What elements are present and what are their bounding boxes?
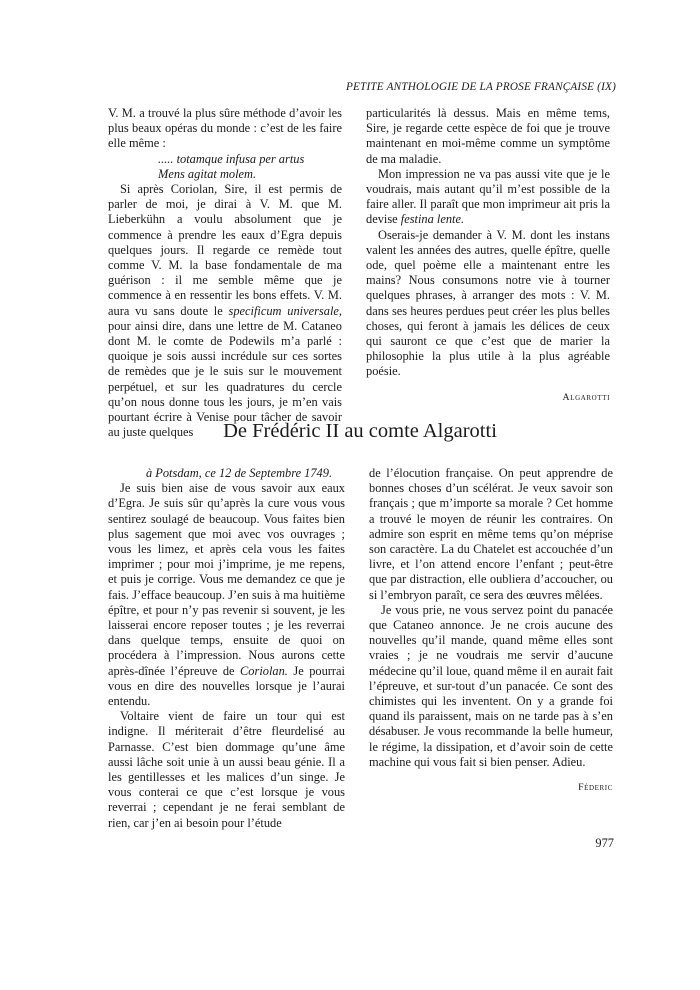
section-title: De Frédéric II au comte Algarotti (223, 420, 497, 442)
paragraph: Voltaire vient de faire un tour qui est indigne. Il mériterait d’être fleurdelisé au Parnasse. C’est bien dommage qu’une âme aussi lâche soit unie à un aussi beau génie. Il a les gentillesses et les malices d’un singe. Je vous conterai ce que c’est lorsque je vous reverrai ; cependant je ne ferai semblant de rien, car j’en ai besoin pour l’étude (108, 709, 345, 830)
signature-frederic: Féderic (578, 782, 613, 794)
latin-verse-line: Mens agitat molem. (158, 166, 257, 181)
latin-verse-line: ..... totamque infusa per artus (158, 151, 305, 166)
paragraph: particularités là dessus. Mais en même tems, Sire, je regarde cette espèce de foi que je trouve maintenant en moi-même comme un symptôme de ma maladie. (366, 106, 610, 166)
text-run: Si après Coriolan, Sire, il est permis de parler de moi, je dirai à V. M. que M. Lieberkühn a voulu absolument que je commence à prendre les eaux d’Egra depuis quelques jours. Il regarde ce remède tout comme V. M. la base fondamentale de ma guérison : il me semble même que je commence à en ressentir les bons effets. V. M. aura vu sans doute le (108, 182, 342, 318)
letter2-column-right (369, 466, 613, 795)
page-number: 977 (595, 836, 614, 850)
paragraph: Je vous prie, ne vous servez point du panacée que Cataneo annonce. Je ne crois aucune des nouvelles qu’il mande, quand même elles sont vraies ; je ne voudrais me servir d’aucune médecine qu’il loue, quand même il en aurait fait l’épreuve, et sur-tout d’un panacée. Ce sont des chimistes qui les inventent. On y a grande foi quand ils paraissent, mais on ne tarde pas à s’en désabuser. Je vous recommande la belle humeur, le régime, la dissipation, et d’avoir soin de cette machine qui vous fait si bien penser. Adieu. (369, 602, 613, 769)
paragraph: de l’élocution française. On peut apprendre de bonnes choses d’un scélérat. Je veux savoir son français ; que m’importe sa morale ? Cet homme a trouvé le moyen de réunir les contraires. On admire son esprit en même tems qu’on méprise son caractère. La du Chatelet est accouchée d’un livre, et l’on attend encore l’enfant ; peut-être que par distraction, elle oubliera d’accoucher, ou si l’embryon paraît, ce sera des œuvres mêlées. (369, 466, 613, 602)
signature-algarotti: Algarotti (562, 391, 610, 403)
text-run: Je suis bien aise de vous savoir aux eaux d’Egra. Je suis sûr qu’après la cure vous vous sentirez soulagé de beaucoup. Vous faites bien plus sagement que moi avec vos ouvrages ; vous les limez, et après cela vous les faites imprimer ; pour moi j’imprime, je me repens, et puis je corrige. Vous me demandez ce que je fais. J’efface beaucoup. J’en suis à ma huitième épître, et pour n’y pas revenir si souvent, je les laisserai encore reposer toutes ; je les reverrai dans quelque temps, ensuite de quoi on procédera à l’impression. Nous aurons cette après-dînée l’épreuve de (108, 481, 345, 678)
paragraph (366, 167, 610, 228)
italic-phrase: specificum universale, (228, 303, 342, 318)
letter2-column-left (108, 466, 345, 831)
text-run: pour ainsi dire, dans une lettre de M. Cataneo dont M. le comte de Podewils m’a parlé : quoique je sois aussi incrédule sur ces sortes de remèdes que je le suis sur le mouvement perpétuel, et sur les quadratures du cercle qu’on nous donne tous les jours, je m’en vais pourtant écrire à Venise pour tâcher de savoir au juste quelques (108, 318, 342, 440)
paragraph (108, 481, 345, 709)
paragraph (108, 182, 342, 440)
letter1-column-right (366, 106, 610, 405)
paragraph: Oserais-je demander à V. M. dont les instans valent les années des autres, quelle épître, quelle ode, quel poème elle a maintenant entre les mains? Nous consumons notre vie à tourner quelques phrases, à arranger des mots : V. M. dans ses heures perdues peut créer les plus belles choses, qui feront à jamais les délices de ceux qui sauront ce que c’est que de marier la philosophie la plus utile à la plus agréable poésie. (366, 227, 610, 379)
letter1-column-left (108, 106, 342, 440)
paragraph: V. M. a trouvé la plus sûre méthode d’avoir les plus beaux opéras du monde : c’est de les faire elle même : (108, 106, 342, 151)
text-run: Mon impression ne va pas aussi vite que je le voudrais, mais autant qu’il m’est possible de la faire aller. Il paraît que mon imprimeur ait pris la devise (366, 166, 610, 227)
running-head: PETITE ANTHOLOGIE DE LA PROSE FRANÇAISE (IX) (345, 81, 616, 93)
text-run: Je pourrai vous en dire des nouvelles lorsque je l’aurai entendu. (108, 663, 345, 709)
dateline: à Potsdam, ce 12 de Septembre 1749. (146, 466, 333, 480)
italic-phrase: festina lente. (400, 212, 465, 227)
italic-phrase: Coriolan. (240, 663, 288, 678)
